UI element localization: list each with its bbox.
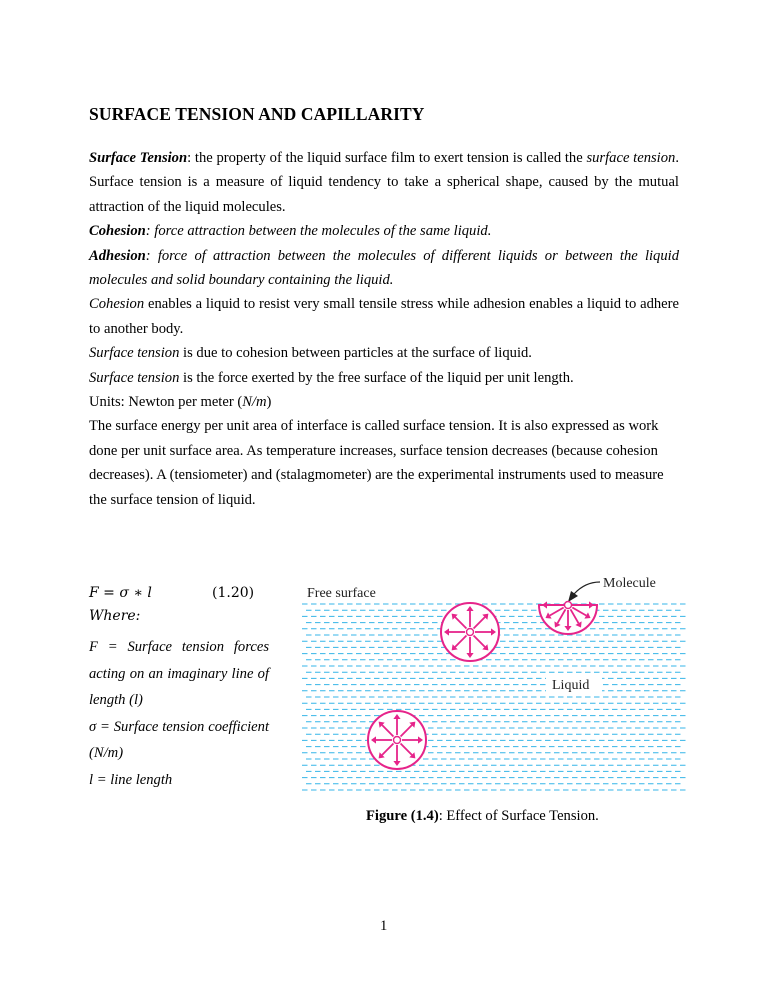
page-number: 1 — [380, 918, 388, 934]
equation: F = σ ∗ l — [89, 585, 152, 601]
molecule-label: Molecule — [603, 576, 656, 591]
definition-F: F = Surface tension forces acting on an imaginary line of length (l) — [89, 639, 269, 708]
figure-caption — [366, 808, 599, 825]
surface-tension-figure — [300, 574, 686, 802]
figure-caption-label: Figure (1.4) — [366, 808, 439, 824]
term-cohesion: Cohesion — [89, 223, 146, 240]
molecule-pointer-arrow — [574, 582, 600, 594]
term-adhesion: Adhesion — [89, 247, 146, 264]
free-surface-label: Free surface — [307, 586, 376, 601]
body-text — [89, 146, 679, 512]
paragraph-surface-tension-cause: Surface tension is due to cohesion between particles at the surface of liquid. — [89, 345, 532, 362]
equation-number: (1.20) — [212, 585, 255, 601]
definition-l: l = line length — [89, 771, 173, 788]
liquid-label: Liquid — [552, 678, 590, 693]
molecule-pointer-arrowhead — [568, 591, 578, 602]
where-label: Where: — [89, 608, 141, 624]
paragraph-surface-energy: The surface energy per unit area of interface is called surface tension. It is also expressed as work done per unit surface area. As temperature increases, surface tension decreases (because cohesion decreases). A (tensiometer) and (stalagmometer) are the experimental instruments used to measure the surface tension of liquid. — [89, 418, 664, 508]
definition-sigma: σ = Surface tension coefficient (N/m) — [89, 718, 269, 761]
figure-caption-text: : Effect of Surface Tension. — [438, 808, 599, 824]
paragraph-cohesion-adhesion: Cohesion enables a liquid to resist very small tensile stress while adhesion enables a liquid to adhere to another body. — [89, 296, 679, 337]
interior-molecule-lower — [368, 711, 426, 769]
term-surface-tension: Surface Tension — [89, 150, 188, 166]
paragraph-units: Units: Newton per meter (N/m) — [89, 394, 272, 411]
section-title: SURFACE TENSION AND CAPILLARITY — [89, 104, 425, 124]
paragraph-surface-tension: Surface Tension: the property of the liquid surface film to exert tension is called the surface tension. Surface tension is a measure of liquid tendency to take a spherical shape, caused by the mutual attraction of the liquid molecules. — [89, 150, 679, 215]
paragraph-surface-tension-force: Surface tension is the force exerted by the free surface of the liquid per unit length. — [89, 369, 574, 386]
formula-block — [89, 582, 269, 793]
paragraph-adhesion: Adhesion: force of attraction between the molecules of different liquids or between the liquid molecules and solid boundary containing the liquid. — [89, 247, 679, 289]
figure-illustration — [300, 574, 686, 802]
paragraph-cohesion: Cohesion: force attraction between the molecules of the same liquid. — [89, 223, 492, 240]
interior-molecule-upper — [441, 603, 499, 661]
